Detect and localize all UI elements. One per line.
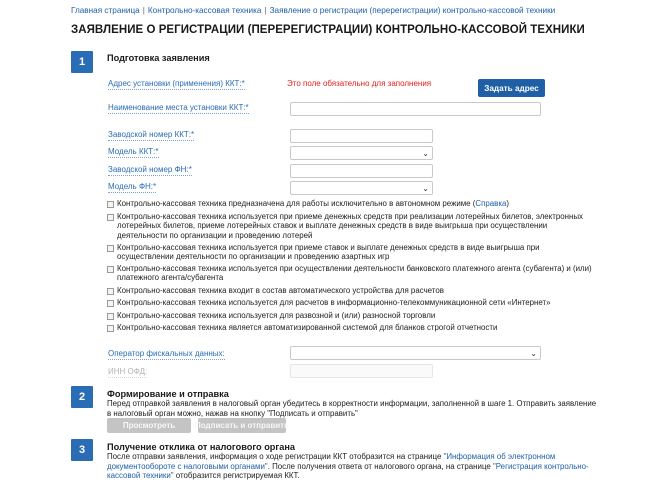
preview-button[interactable]: Просмотреть: [107, 418, 191, 433]
fn-model-label[interactable]: Модель ФН:*: [108, 182, 157, 191]
breadcrumb-home[interactable]: Главная страница: [71, 6, 140, 15]
chevron-down-icon: ⌄: [530, 349, 537, 358]
checkbox-label: Контрольно-кассовая техника предназначена для работы исключительно в автономном режиме (Справка): [117, 199, 509, 208]
checkbox[interactable]: [107, 325, 114, 332]
fn-serial-label[interactable]: Заводской номер ФН:*: [108, 165, 192, 174]
edo-info-link[interactable]: "Информация об электронном документообороте с налоговыми органами": [107, 452, 556, 471]
step-1-title: Подготовка заявления: [107, 53, 210, 63]
checkbox-payment-agent[interactable]: [107, 264, 597, 283]
chevron-down-icon: ⌄: [422, 149, 429, 158]
step-3-badge: 3: [71, 439, 93, 461]
address-error: Это поле обязательно для заполнения: [287, 79, 432, 88]
place-name-label[interactable]: Наименование места установки ККТ:*: [108, 103, 249, 112]
sign-and-send-button[interactable]: Подписать и отправить: [198, 418, 286, 433]
chevron-down-icon: ⌄: [422, 184, 429, 193]
checkbox-gambling[interactable]: [107, 243, 597, 262]
place-name-input[interactable]: [290, 102, 541, 116]
step-1-badge: 1: [71, 51, 93, 73]
kkt-serial-label[interactable]: Заводской номер ККТ:*: [108, 130, 195, 139]
checkbox-label: Контрольно-кассовая техника используется при приеме денежных средств при реализации лотерейных билетов, электронных лотерейных билетов, приеме лотерейных ставок и выплате денежных средств в виде выигрыша при осуществлении деятельности по организации и проведению лотерей: [117, 212, 583, 240]
kkt-model-label[interactable]: Модель ККТ:*: [108, 147, 159, 156]
help-link[interactable]: Справка: [475, 199, 507, 208]
checkbox[interactable]: [107, 214, 114, 221]
checkbox-label: Контрольно-кассовая техника является автоматизированной системой для бланков строгой отчетности: [117, 323, 498, 332]
checkbox[interactable]: [107, 245, 114, 252]
breadcrumb-current[interactable]: Заявление о регистрации (перерегистрации) контрольно-кассовой техники: [269, 6, 556, 15]
kkt-serial-input[interactable]: [290, 129, 433, 143]
set-address-button[interactable]: Задать адрес: [478, 79, 545, 97]
ofd-select[interactable]: [290, 346, 541, 360]
inn-ofd-label: ИНН ОФД:: [108, 367, 148, 376]
step-3-description: После отправки заявления, информация о ходе регистрации ККТ отобразится на странице "Информация об электронном документообороте с налоговыми органами". После получения ответа от налогового органа, на странице "Регистрация контрольно-кассовой техники" отобразится регистрируемая ККТ.: [107, 452, 589, 481]
checkbox-label: Контрольно-кассовая техника используется для расчетов в информационно-телекоммуникационной сети «Интернет»: [117, 298, 551, 307]
checkbox-lottery[interactable]: [107, 212, 597, 240]
checkbox[interactable]: [107, 288, 114, 295]
checkbox[interactable]: [107, 313, 114, 320]
address-label[interactable]: Адрес установки (применения) ККТ:*: [108, 79, 245, 88]
breadcrumb-kkt[interactable]: Контрольно-кассовая техника: [147, 6, 262, 15]
kkt-registration-link[interactable]: "Регистрация контрольно-кассовой техники": [107, 461, 589, 481]
checkbox-delivery-trade[interactable]: [107, 311, 597, 320]
checkbox-automatic-device[interactable]: [107, 286, 597, 295]
breadcrumb-separator: |: [142, 6, 145, 15]
checkbox[interactable]: [107, 201, 114, 208]
checkbox-label: Контрольно-кассовая техника используется при осуществлении деятельности банковского платежного агента (субагента) и (или) платежного агента/субагента: [117, 264, 592, 283]
fn-model-select[interactable]: [290, 181, 433, 195]
inn-ofd-input: [290, 364, 433, 378]
checkbox[interactable]: [107, 300, 114, 307]
ofd-label[interactable]: Оператор фискальных данных:: [108, 349, 225, 358]
checkbox[interactable]: [107, 266, 114, 273]
step-2-title: Формирование и отправка: [107, 389, 229, 399]
checkbox-autonomous[interactable]: [107, 199, 597, 208]
checkbox-label: Контрольно-кассовая техника используется при приеме ставок и выплате денежных средств в виде выигрыша при осуществлении деятельности по организации и проведению азартных игр: [117, 243, 540, 262]
breadcrumb: [71, 6, 555, 15]
step-3-title: Получение отклика от налогового органа: [107, 442, 296, 452]
kkt-model-select[interactable]: [290, 146, 433, 160]
breadcrumb-separator: |: [264, 6, 267, 15]
checkbox-label: Контрольно-кассовая техника используется для развозной и (или) разносной торговли: [117, 311, 436, 320]
checkbox-label: Контрольно-кассовая техника входит в состав автоматического устройства для расчетов: [117, 286, 444, 295]
page-title: ЗАЯВЛЕНИЕ О РЕГИСТРАЦИИ (ПЕРЕРЕГИСТРАЦИИ) КОНТРОЛЬНО-КАССОВОЙ ТЕХНИКИ: [71, 24, 585, 36]
step-2-description: Перед отправкой заявления в налоговый орган убедитесь в корректности информации, заполненной в шаге 1. Отправить заявление в налоговый орган можно, нажав на кнопку "Подписать и отправить": [107, 399, 597, 418]
checkbox-strict-forms[interactable]: [107, 323, 597, 332]
step-2-badge: 2: [71, 386, 93, 408]
checkbox-internet[interactable]: [107, 298, 597, 307]
fn-serial-input[interactable]: [290, 164, 433, 178]
